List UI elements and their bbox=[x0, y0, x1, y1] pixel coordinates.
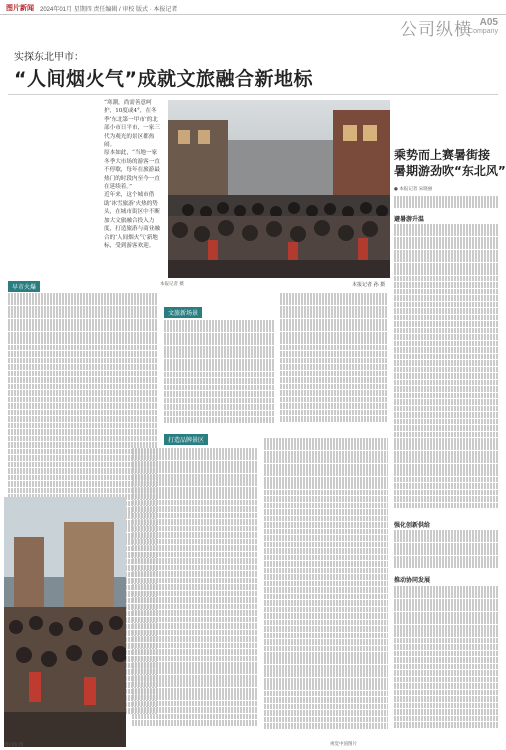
subsection-heading: 强化创新供给 bbox=[394, 522, 431, 529]
text-column-3a bbox=[280, 293, 388, 428]
text-column-2a bbox=[164, 320, 274, 425]
text-column-3b bbox=[264, 438, 388, 733]
text-column-4c bbox=[394, 530, 498, 570]
bottom-photo-caption: 资料图 摄 bbox=[4, 743, 24, 748]
kicker: 实探东北甲市： bbox=[14, 52, 84, 63]
abstract-paragraph: 近年来，这个城市借助‘冰雪旅游’火热的势头，在城市街区中不断加大文旅融合投入力度，打造旅游与商业融合的‘人间烟火气’新地标，受到游客欢迎。 bbox=[104, 192, 160, 249]
tag-new-scene: 文旅新场景 bbox=[164, 307, 202, 318]
section-title: 公司纵横 bbox=[400, 20, 472, 40]
photo-credit: 本报记者 摄 bbox=[160, 282, 184, 287]
masthead-meta: 2024年01月 星期四 责任编辑 / 审校 版式 · 本报记者 bbox=[40, 7, 178, 13]
tag-early-market: 早市火爆 bbox=[8, 281, 40, 292]
text-column-4a bbox=[394, 196, 498, 212]
page-number: A05 bbox=[479, 17, 498, 28]
divider bbox=[8, 94, 498, 95]
bottom-photo bbox=[4, 497, 126, 747]
text-column-4b bbox=[394, 224, 498, 514]
side-headline bbox=[394, 147, 506, 179]
page-number-block bbox=[468, 18, 498, 36]
paper-name: 图片新闻 bbox=[6, 5, 34, 12]
masthead-bar bbox=[0, 0, 506, 15]
side-byline: ● 本报记者 宋晓丽 bbox=[394, 187, 433, 192]
main-photo bbox=[168, 100, 390, 278]
bottom-photo-credit: 视觉中国图片 bbox=[330, 742, 357, 747]
subsection-heading: 推动协同发展 bbox=[394, 577, 431, 584]
headline: “人间烟火气”成就文旅融合新地标 bbox=[14, 68, 313, 90]
page-label: Company bbox=[468, 28, 498, 35]
abstract-paragraph: 原本如此，“当地一家冬季大市场的游客一直不停歇，每年在旅游最热门的时段内至今一直在延续着。” bbox=[104, 150, 160, 191]
text-column-2b bbox=[132, 448, 258, 733]
abstract-paragraph: “寒潮，尚需善意呵护，10度或4°，在冬季‘东北第一甲市’的北部小市日平市，一家三代为观光的景区都热闹。 bbox=[104, 100, 160, 149]
side-headline-line2: 暑期游劲吹“东北风” bbox=[394, 164, 506, 178]
abstract bbox=[104, 99, 160, 267]
side-headline-line1: 乘势而上赛暑街接 bbox=[394, 148, 491, 162]
tag-brand-scenic: 打造品牌景区 bbox=[164, 434, 208, 445]
subsection-heading: 避暑游升温 bbox=[394, 216, 425, 223]
text-column-4d bbox=[394, 586, 498, 733]
photo-caption: 本报记者 孙 摄 bbox=[352, 282, 386, 288]
